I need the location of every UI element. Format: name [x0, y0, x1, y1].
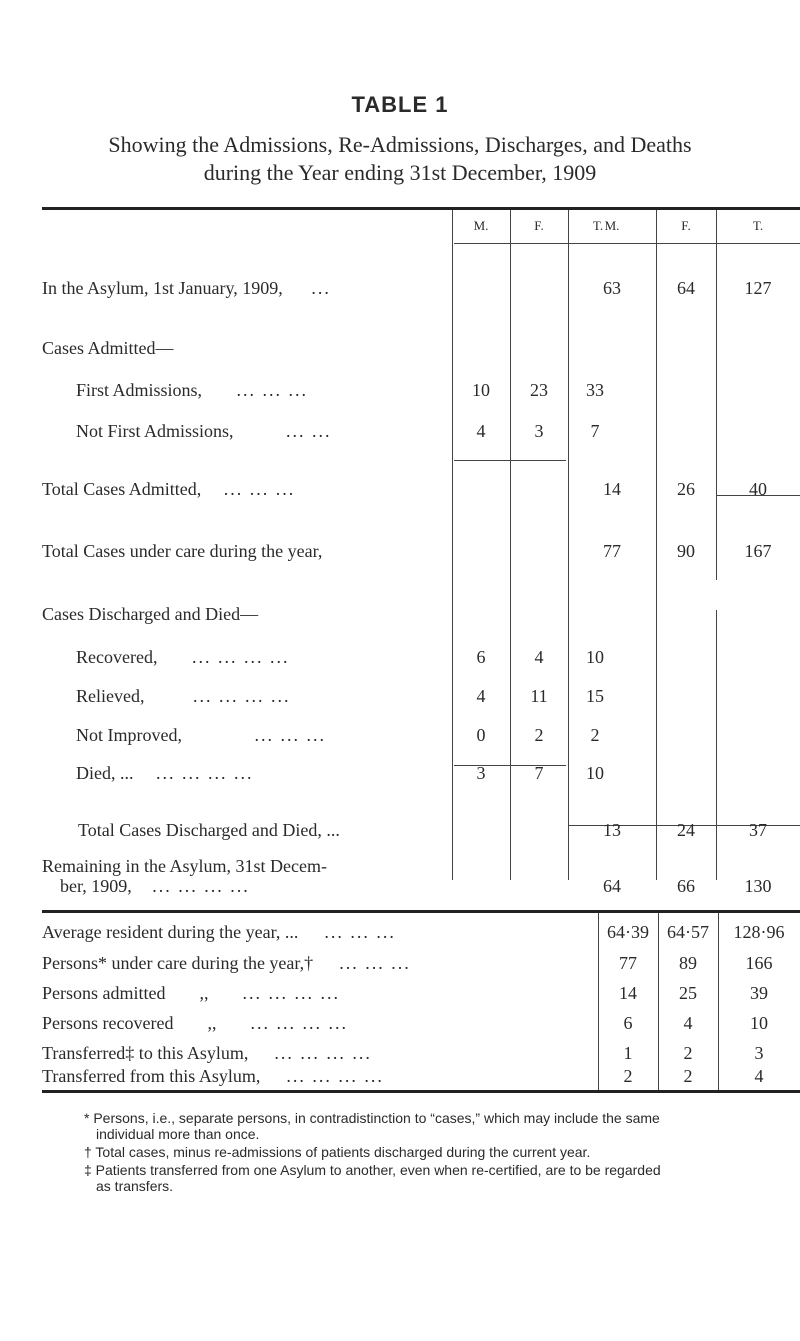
cell: 64: [603, 876, 621, 896]
cell: 3: [534, 421, 544, 441]
row-label-died: Died, ... ... ... ... ...: [76, 763, 254, 783]
table-title: TABLE 1: [351, 92, 449, 117]
row-label-discharged-died: Cases Discharged and Died—: [42, 604, 259, 624]
lower-row-cell: 64·57: [667, 922, 709, 942]
lower-row-cell: 2: [623, 1066, 633, 1086]
header-rule: [454, 243, 800, 244]
col-divider: [716, 610, 717, 880]
row-label-total-under-care: Total Cases under care during the year,: [42, 541, 323, 561]
footnote-1: * Persons, i.e., separate persons, in contradistinction to “cases,” which may include the same: [84, 1110, 660, 1126]
cell: 2: [590, 725, 600, 745]
lower-row-cell: 4: [754, 1066, 764, 1086]
cell: 26: [677, 479, 695, 499]
lower-row-cell: 1: [623, 1043, 633, 1063]
cell: 40: [749, 479, 767, 499]
header-t-right: T.: [752, 218, 764, 233]
cell: 167: [744, 541, 772, 561]
subtotal-rule: [454, 460, 566, 461]
header-m-right: M.: [604, 218, 620, 233]
row-label-cases-admitted: Cases Admitted—: [42, 338, 174, 358]
cell: 10: [586, 647, 604, 667]
row-label-remaining-1: Remaining in the Asylum, 31st Decem-: [42, 856, 327, 876]
cell: 7: [534, 763, 544, 783]
footnote-3: ‡ Patients transferred from one Asylum to another, even when re-certified, are to be regarded: [84, 1162, 661, 1178]
row-label-relieved: Relieved, ... ... ... ...: [76, 686, 291, 706]
lower-row-cell: 2: [683, 1043, 693, 1063]
lower-row-label: Persons* under care during the year,† ... ... ...: [42, 953, 411, 973]
row-label-total-discharged: Total Cases Discharged and Died, ...: [78, 820, 340, 840]
cell: 6: [476, 647, 486, 667]
lower-row-cell: 39: [750, 983, 768, 1003]
lower-row-label: Persons admitted ,, ... ... ... ...: [42, 983, 340, 1003]
cell: 37: [749, 820, 767, 840]
top-rule: [42, 207, 800, 210]
lower-row-label: Transferred‡ to this Asylum, ... ... ... ...: [42, 1043, 372, 1063]
row-label-remaining-2: ber, 1909, ... ... ... ...: [60, 876, 250, 896]
cell: 4: [534, 647, 544, 667]
row-label-recovered: Recovered, ... ... ... ...: [76, 647, 290, 667]
cell: 14: [603, 479, 621, 499]
lower-row-cell: 14: [619, 983, 637, 1003]
cell: 24: [677, 820, 695, 840]
cell: 4: [476, 686, 486, 706]
footnotes: [84, 1110, 784, 1194]
header-f-left: F.: [534, 218, 544, 233]
row-label-not-first-admissions: Not First Admissions, ... ...: [76, 421, 332, 441]
lower-row-cell: 6: [623, 1013, 633, 1033]
header-m-left: M.: [473, 218, 489, 233]
cell: 13: [603, 820, 621, 840]
cell: 64: [677, 278, 695, 298]
lower-row-cell: 166: [745, 953, 773, 973]
lower-row-cell: 77: [619, 953, 637, 973]
cell: 10: [586, 763, 604, 783]
cell: 33: [586, 380, 604, 400]
subtitle-line-1: Showing the Admissions, Re-Admissions, Discharges, and Deaths: [108, 132, 692, 157]
header-t-left: T.: [592, 218, 604, 233]
col-divider: [716, 210, 717, 580]
footnote-1-cont: individual more than once.: [96, 1126, 260, 1142]
cell: 90: [677, 541, 695, 561]
lower-row-cell: 10: [750, 1013, 768, 1033]
row-label-in-asylum: In the Asylum, 1st January, 1909, ...: [42, 278, 331, 298]
subtitle-line-2: during the Year ending 31st December, 1909: [203, 160, 597, 185]
cell: 0: [476, 725, 486, 745]
row-label-not-improved: Not Improved, ... ... ...: [76, 725, 326, 745]
lower-row-cell: 89: [679, 953, 697, 973]
cell: 77: [603, 541, 621, 561]
cell: 130: [744, 876, 772, 896]
row-label-total-admitted: Total Cases Admitted, ... ... ...: [42, 479, 296, 499]
lower-row-label: Persons recovered ,, ... ... ... ...: [42, 1013, 348, 1033]
footnote-2: † Total cases, minus re-admissions of patients discharged during the current year.: [84, 1144, 591, 1160]
lower-row-cell: 2: [683, 1066, 693, 1086]
middle-rule: [42, 910, 800, 913]
lower-row-cell: 64·39: [607, 922, 649, 942]
cell: 7: [590, 421, 600, 441]
row-label-first-admissions: First Admissions, ... ... ...: [76, 380, 309, 400]
header-f-right: F.: [681, 218, 691, 233]
cell: 3: [476, 763, 486, 783]
lower-row-cell: 128·96: [733, 922, 785, 942]
footnote-3-cont: as transfers.: [96, 1178, 174, 1194]
cell: 4: [476, 421, 486, 441]
lower-row-cell: 3: [754, 1043, 764, 1063]
lower-row-cell: 25: [679, 983, 697, 1003]
cell: 63: [603, 278, 621, 298]
cell: 23: [530, 380, 548, 400]
lower-row-label: Average resident during the year, ... ... ... ...: [42, 922, 396, 942]
cell: 66: [677, 876, 695, 896]
cell: 15: [586, 686, 604, 706]
lower-row-cell: 4: [683, 1013, 693, 1033]
bottom-rule: [42, 1090, 800, 1093]
cell: 10: [472, 380, 490, 400]
cell: 11: [530, 686, 548, 706]
lower-row-label: Transferred from this Asylum, ... ... ... ...: [42, 1066, 384, 1086]
cell: 2: [534, 725, 544, 745]
cell: 127: [744, 278, 772, 298]
